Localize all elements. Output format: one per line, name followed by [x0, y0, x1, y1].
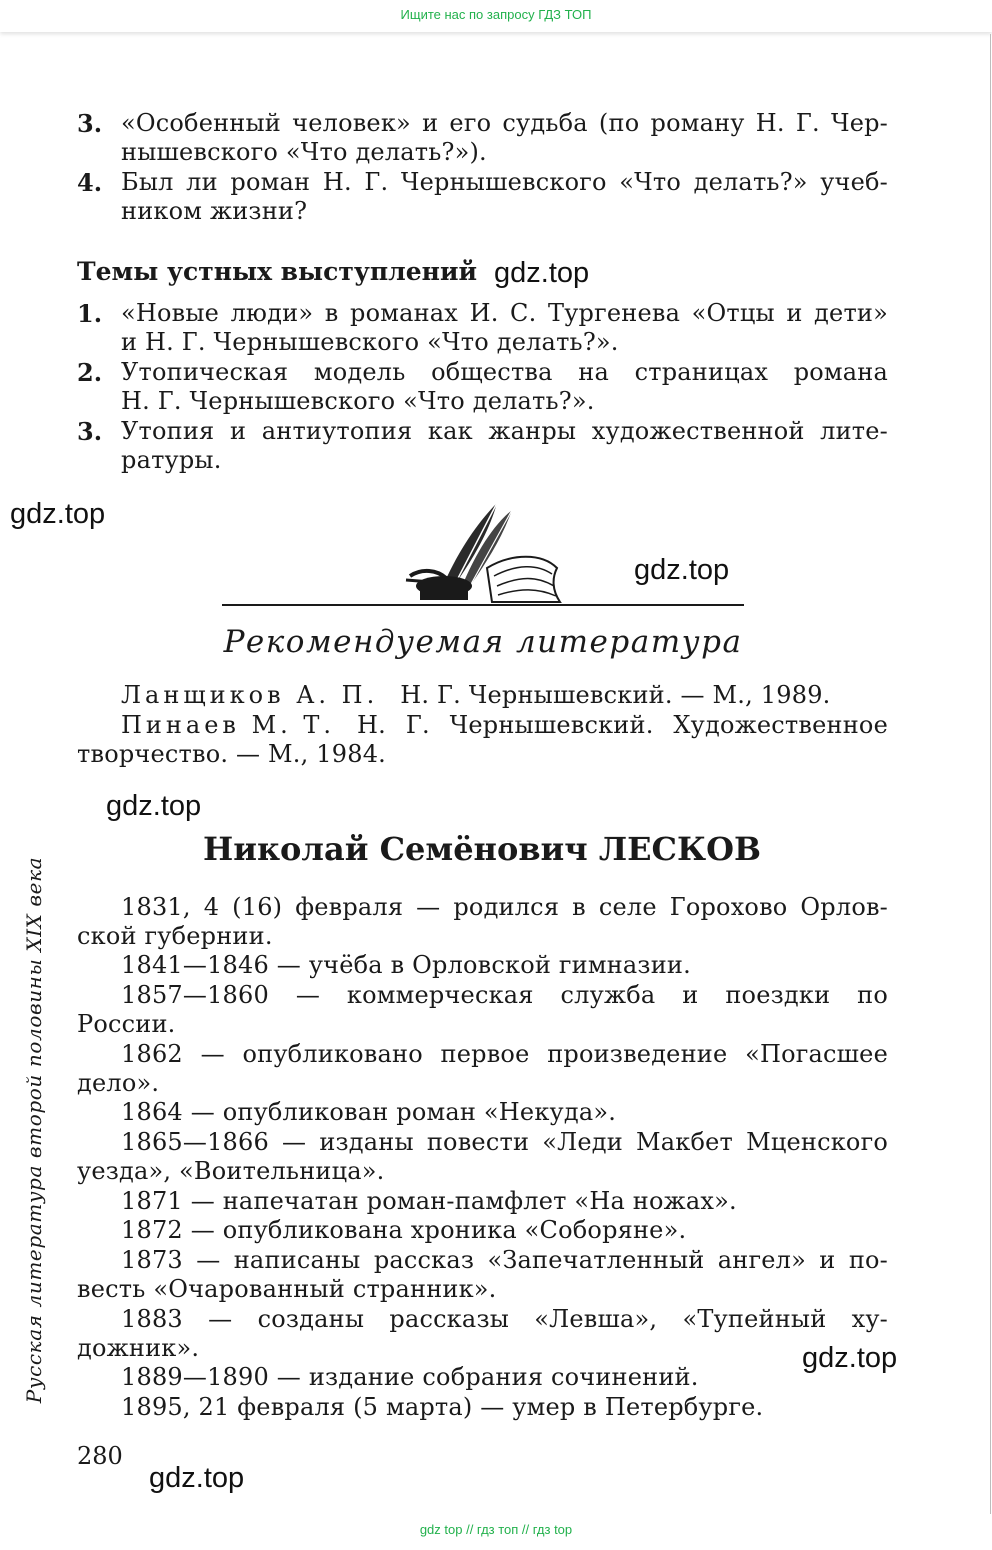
quill-inkwell-illustration: [402, 498, 562, 606]
running-side-title: Русская литература второй половины XIX века: [22, 856, 46, 1404]
topic-number: 3.: [77, 109, 103, 138]
watermark: gdz.top: [106, 790, 202, 822]
bibliography-word: Чернышевский.: [449, 711, 654, 739]
section-divider: [222, 604, 744, 606]
topic-line: ником жизни?: [121, 197, 308, 225]
oral-topic-line: и Н. Г. Чернышевского «Что делать?».: [121, 328, 619, 356]
topic-line: нышевского «Что делать?»).: [121, 138, 487, 166]
oral-topic-line: Утопическая модель общества на страницах романа: [121, 358, 888, 386]
biography-line: 1831, 4 (16) февраля — родился в селе Горохово Орлов-: [121, 893, 888, 921]
biography-line: уезда», «Воительница».: [77, 1157, 385, 1185]
biography-line: 1889—1890 — издание собрания сочинений.: [121, 1363, 699, 1391]
bibliography-word: Н.: [357, 711, 387, 739]
biography-line: дело».: [77, 1069, 160, 1097]
bibliography-title: [357, 711, 888, 740]
page-number: 280: [77, 1442, 123, 1470]
bibliography-author: Пинаев М. Т.: [121, 711, 336, 739]
biography-line: 1841—1846 — учёба в Орловской гимназии.: [121, 951, 691, 979]
topic-line: «Особенный человек» и его судьба (по роману Н. Г. Чер-: [121, 109, 888, 137]
biography-line: 1873 — написаны рассказ «Запечатленный ангел» и по-: [121, 1246, 888, 1274]
watermark: gdz.top: [634, 554, 730, 586]
watermark: gdz.top: [802, 1342, 898, 1374]
oral-topic-number: 2.: [77, 358, 103, 387]
topic-line: Был ли роман Н. Г. Чернышевского «Что делать?» учеб-: [121, 168, 888, 196]
bibliography-entry: [121, 681, 831, 710]
watermark: gdz.top: [149, 1462, 245, 1494]
oral-topic-number: 3.: [77, 417, 103, 446]
watermark: gdz.top: [10, 498, 106, 530]
oral-topic-number: 1.: [77, 299, 103, 328]
biography-line: 1865—1866 — изданы повести «Леди Макбет Мценского: [121, 1128, 888, 1156]
footer-links[interactable]: gdz top // гдз топ // гдз top: [419, 1522, 573, 1537]
bibliography-author: Ланщиков А. П.: [121, 681, 379, 709]
watermark: gdz.top: [494, 257, 590, 289]
biography-line: 1862 — опубликовано первое произведение «Погасшее: [121, 1040, 888, 1068]
biography-line: 1871 — напечатан роман-памфлет «На ножах».: [121, 1187, 737, 1215]
biography-line: 1895, 21 февраля (5 марта) — умер в Петербурге.: [121, 1393, 764, 1421]
bibliography-word: Г.: [405, 711, 430, 739]
biography-line: ской губернии.: [77, 922, 273, 950]
author-heading: Николай Семёнович ЛЕСКОВ: [202, 830, 762, 868]
biography-line: 1883 — созданы рассказы «Левша», «Тупейный ху-: [121, 1305, 888, 1333]
bibliography-entry: [121, 711, 888, 740]
biography-line: 1857—1860 — коммерческая служба и поездки по: [121, 981, 888, 1009]
biography-line: России.: [77, 1010, 176, 1038]
bibliography-continuation: творчество. — М., 1984.: [77, 740, 387, 768]
oral-topic-line: «Новые люди» в романах И. С. Тургенева «Отцы и дети»: [121, 299, 888, 327]
topic-number: 4.: [77, 168, 103, 197]
biography-line: 1872 — опубликована хроника «Соборяне».: [121, 1216, 687, 1244]
top-banner[interactable]: Ищите нас по запросу ГДЗ ТОП: [0, 0, 992, 32]
oral-topic-line: Н. Г. Чернышевского «Что делать?».: [121, 387, 595, 415]
bibliography-word: Художественное: [673, 711, 888, 739]
recommended-title: Рекомендуемая литература: [223, 624, 743, 660]
bibliography-title: Н. Г. Чернышевский. — М., 1989.: [400, 681, 831, 709]
biography-line: 1864 — опубликован роман «Некуда».: [121, 1098, 617, 1126]
oral-topic-line: Утопия и антиутопия как жанры художественной лите-: [121, 417, 888, 445]
oral-topic-line: ратуры.: [121, 446, 222, 474]
biography-line: весть «Очарованный странник».: [77, 1275, 497, 1303]
biography-line: дожник».: [77, 1334, 200, 1362]
section-heading: Темы устных выступлений: [77, 257, 478, 286]
